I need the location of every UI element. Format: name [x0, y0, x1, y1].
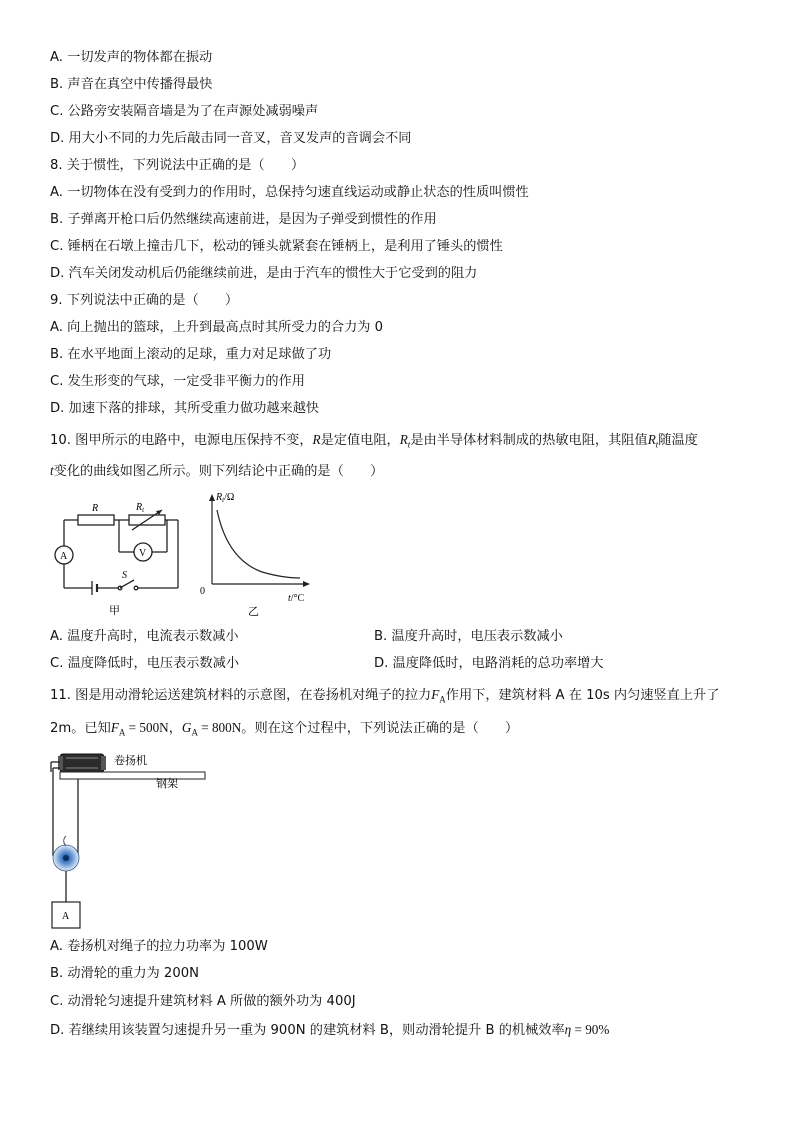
q7-option-b: B. 声音在真空中传播得最快: [50, 77, 213, 92]
equation-weight: $G_A = 800N$: [181, 720, 242, 738]
q8-stem: 8. 关于惯性，下列说法中正确的是（ ）: [50, 158, 305, 173]
caption-yi: 乙: [248, 606, 259, 618]
q11-option-a: A. 卷扬机对绳子的拉力功率为 100W: [50, 939, 268, 954]
q8-option-a: A. 一切物体在没有受到力的作用时，总保持匀速直线运动或静止状态的性质叫惯性: [50, 185, 529, 200]
q11-stem-line2: 2m。已知$F_A = 500N$，$G_A = 800N$。则在这个过程中，下列说法正确的是（ ）: [50, 720, 519, 738]
q10-stem-line2: [50, 462, 383, 481]
q10-stem-part: 是由半导体材料制成的热敏电阻，其阻值: [410, 433, 648, 448]
x-label: t/°C: [288, 593, 305, 604]
q9-stem: 9. 下列说法中正确的是（ ）: [50, 293, 239, 308]
q10-option-c: C. 温度降低时，电压表示数减小: [50, 656, 240, 671]
q7-option-c: C. 公路旁安装隔音墙是为了在声源处减弱噪声: [50, 104, 319, 119]
origin-label: 0: [200, 586, 205, 597]
q9-option-a: A. 向上抛出的篮球，上升到最高点时其所受力的合力为 0: [50, 320, 384, 335]
thermistor-symbol-2: $R_t$: [647, 432, 659, 450]
rt-t-graph: [196, 486, 316, 622]
label-a: A: [60, 551, 68, 562]
temperature-symbol: t: [50, 463, 54, 478]
q7-option-d: D. 用大小不同的力先后敲击同一音叉，音叉发声的音调会不同: [50, 131, 412, 146]
q8-option-d: D. 汽车关闭发动机后仍能继续前进，是由于汽车的惯性大于它受到的阻力: [50, 266, 478, 281]
q7-option-a: A. 一切发声的物体都在振动: [50, 50, 213, 65]
q10-option-a: A. 温度升高时，电流表示数减小: [50, 629, 239, 644]
q10-stem-part: 10. 图甲所示的电路中，电源电压保持不变，: [50, 433, 313, 448]
block-a-label: A: [62, 911, 70, 922]
switch-lever: [120, 580, 134, 588]
equation-force: $F_A = 500N$: [110, 720, 169, 738]
caption-jia: 甲: [109, 605, 120, 617]
q10-option-d: D. 温度降低时，电路消耗的总功率增大: [374, 656, 604, 671]
q10-stem-part: 是定值电阻，: [320, 433, 400, 448]
q9-option-b: B. 在水平地面上滚动的足球，重力对足球做了功: [50, 347, 332, 362]
rt-curve: [217, 510, 300, 578]
efficiency-symbol: η: [564, 1022, 572, 1037]
q10-stem-part: 变化的曲线如图乙所示。则下列结论中正确的是（ ）: [53, 464, 384, 479]
y-label: $R_t/\Omega$: [216, 492, 235, 504]
winch-label: 卷扬机: [114, 755, 147, 767]
q8-option-c: C. 锤柄在石墩上撞击几下，松动的锤头就紧套在锤柄上，是利用了锤头的惯性: [50, 239, 503, 254]
q11-option-c: C. 动滑轮匀速提升建筑材料 A 所做的额外功为 400J: [50, 994, 356, 1009]
resistor-r: [78, 515, 114, 525]
pulley-diagram: [48, 750, 218, 932]
q9-option-c: C. 发生形变的气球，一定受非平衡力的作用: [50, 374, 305, 389]
q11-option-d: D. 若继续用该装置匀速提升另一重为 900N 的建筑材料 B，则动滑轮提升 B 的机械效率η = 90%: [50, 1022, 610, 1038]
resistor-symbol: R: [312, 432, 321, 447]
label-r: R: [92, 503, 99, 514]
q10-option-b: B. 温度升高时，电压表示数减小: [374, 629, 563, 644]
steel-frame: [60, 772, 205, 779]
thermistor-symbol: $R_t$: [399, 432, 411, 450]
label-s: S: [122, 570, 127, 581]
q11-option-b: B. 动滑轮的重力为 200N: [50, 966, 199, 981]
force-symbol: $F_A$: [431, 687, 446, 705]
label-rt: $R_t$: [136, 502, 145, 514]
label-v: V: [139, 548, 147, 559]
q8-option-b: B. 子弹离开枪口后仍然继续高速前进，是因为子弹受到惯性的作用: [50, 212, 437, 227]
q9-option-d: D. 加速下落的排球，其所受重力做功越来越快: [50, 401, 320, 416]
q10-stem-line1: [50, 431, 698, 454]
circuit-diagram: [48, 492, 188, 622]
q10-stem-part: 随温度: [658, 433, 698, 448]
frame-label: 钢架: [156, 778, 178, 790]
q11-stem-line1: 11. 图是用动滑轮运送建筑材料的示意图，在卷扬机对绳子的拉力$F_A$作用下，建筑材料 A 在 10s 内匀速竖直上升了: [50, 687, 720, 705]
winch: [60, 754, 104, 772]
